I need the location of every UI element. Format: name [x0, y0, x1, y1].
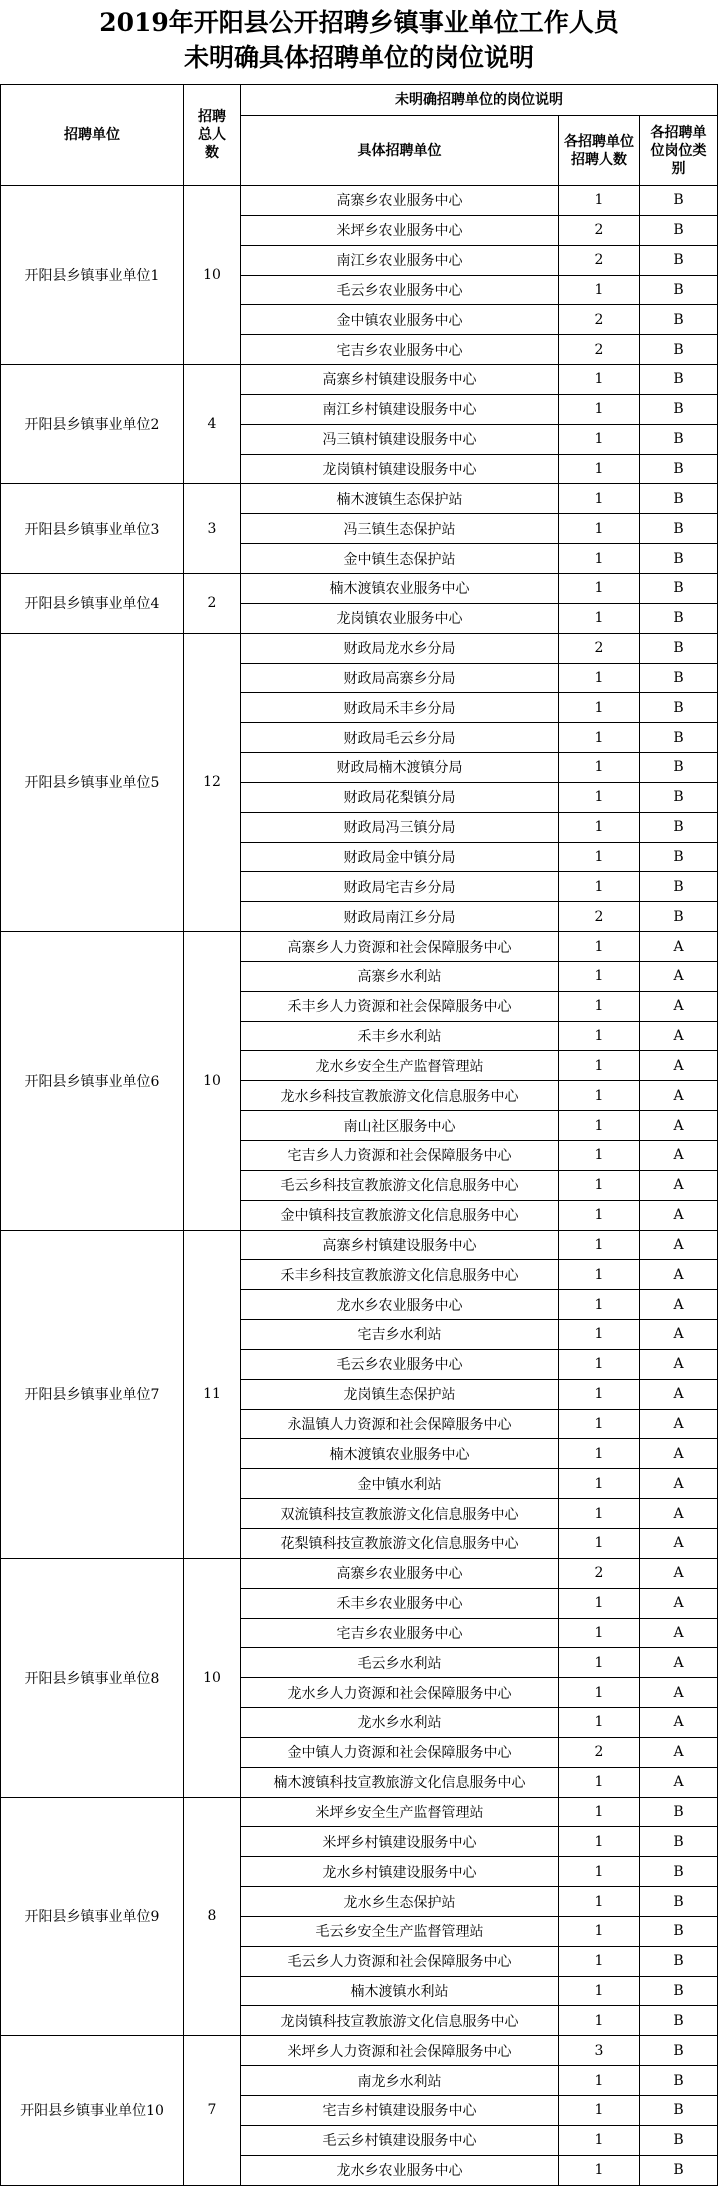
category-cell: B	[640, 1887, 718, 1917]
count-cell: 1	[559, 723, 640, 753]
category-cell: B	[640, 1797, 718, 1827]
location-cell: 财政局楠木渡镇分局	[241, 753, 559, 783]
location-cell: 毛云乡科技宣教旅游文化信息服务中心	[241, 1170, 559, 1200]
total-cell: 7	[184, 2036, 241, 2185]
category-cell: B	[640, 514, 718, 544]
count-cell: 1	[559, 1469, 640, 1499]
location-cell: 龙岗镇农业服务中心	[241, 603, 559, 633]
location-cell: 龙水乡农业服务中心	[241, 2155, 559, 2185]
positions-table	[0, 84, 718, 2186]
location-cell: 财政局禾丰乡分局	[241, 693, 559, 723]
category-cell: A	[640, 1170, 718, 1200]
category-cell: A	[640, 1141, 718, 1171]
category-cell: B	[640, 1916, 718, 1946]
total-cell: 10	[184, 186, 241, 365]
unit-cell: 开阳县乡镇事业单位10	[1, 2036, 184, 2185]
category-cell: B	[640, 365, 718, 395]
count-cell: 2	[559, 633, 640, 663]
count-cell: 1	[559, 1618, 640, 1648]
count-cell: 2	[559, 335, 640, 365]
count-cell: 1	[559, 2006, 640, 2036]
category-cell: A	[640, 1260, 718, 1290]
location-cell: 财政局宅吉乡分局	[241, 872, 559, 902]
unit-cell: 开阳县乡镇事业单位8	[1, 1558, 184, 1797]
category-cell: A	[640, 1230, 718, 1260]
location-cell: 南江乡村镇建设服务中心	[241, 394, 559, 424]
location-cell: 龙水乡科技宣教旅游文化信息服务中心	[241, 1081, 559, 1111]
count-cell: 1	[559, 693, 640, 723]
category-cell: B	[640, 2006, 718, 2036]
count-cell: 1	[559, 1528, 640, 1558]
location-cell: 双流镇科技宣教旅游文化信息服务中心	[241, 1499, 559, 1529]
category-cell: A	[640, 1111, 718, 1141]
count-cell: 1	[559, 424, 640, 454]
count-cell: 1	[559, 544, 640, 574]
category-cell: A	[640, 1767, 718, 1797]
count-cell: 1	[559, 514, 640, 544]
location-cell: 宅吉乡村镇建设服务中心	[241, 2096, 559, 2126]
table-row	[1, 633, 718, 663]
location-cell: 花梨镇科技宣教旅游文化信息服务中心	[241, 1528, 559, 1558]
table-row	[1, 186, 718, 216]
category-cell: A	[640, 1379, 718, 1409]
location-cell: 南山社区服务中心	[241, 1111, 559, 1141]
location-cell: 龙水乡村镇建设服务中心	[241, 1857, 559, 1887]
category-cell: B	[640, 1976, 718, 2006]
location-cell: 龙水乡生态保护站	[241, 1887, 559, 1917]
header-total: 招聘总人数	[184, 85, 241, 186]
count-cell: 1	[559, 663, 640, 693]
count-cell: 1	[559, 454, 640, 484]
location-cell: 高寨乡农业服务中心	[241, 1558, 559, 1588]
count-cell: 1	[559, 842, 640, 872]
count-cell: 1	[559, 1141, 640, 1171]
location-cell: 龙水乡人力资源和社会保障服务中心	[241, 1678, 559, 1708]
count-cell: 1	[559, 812, 640, 842]
count-cell: 1	[559, 961, 640, 991]
location-cell: 米坪乡村镇建设服务中心	[241, 1827, 559, 1857]
count-cell: 1	[559, 872, 640, 902]
category-cell: B	[640, 812, 718, 842]
category-cell: B	[640, 2096, 718, 2126]
category-cell: B	[640, 603, 718, 633]
location-cell: 毛云乡农业服务中心	[241, 1349, 559, 1379]
location-cell: 禾丰乡人力资源和社会保障服务中心	[241, 991, 559, 1021]
category-cell: A	[640, 1469, 718, 1499]
category-cell: B	[640, 305, 718, 335]
location-cell: 冯三镇村镇建设服务中心	[241, 424, 559, 454]
location-cell: 宅吉乡水利站	[241, 1320, 559, 1350]
category-cell: B	[640, 573, 718, 603]
category-cell: A	[640, 1528, 718, 1558]
count-cell: 1	[559, 1200, 640, 1230]
location-cell: 毛云乡安全生产监督管理站	[241, 1916, 559, 1946]
count-cell: 2	[559, 305, 640, 335]
category-cell: B	[640, 454, 718, 484]
category-cell: B	[640, 663, 718, 693]
count-cell: 1	[559, 1588, 640, 1618]
location-cell: 财政局南江乡分局	[241, 902, 559, 932]
total-cell: 10	[184, 1558, 241, 1797]
table-row	[1, 932, 718, 962]
count-cell: 1	[559, 1320, 640, 1350]
location-cell: 龙岗镇生态保护站	[241, 1379, 559, 1409]
location-cell: 米坪乡安全生产监督管理站	[241, 1797, 559, 1827]
title-line-2: 未明确具体招聘单位的岗位说明	[183, 43, 534, 72]
category-cell: A	[640, 1081, 718, 1111]
header-unit: 招聘单位	[1, 85, 184, 186]
count-cell: 1	[559, 1409, 640, 1439]
category-cell: B	[640, 424, 718, 454]
location-cell: 龙岗镇科技宣教旅游文化信息服务中心	[241, 2006, 559, 2036]
category-cell: A	[640, 991, 718, 1021]
count-cell: 1	[559, 2096, 640, 2126]
count-cell: 1	[559, 2155, 640, 2185]
location-cell: 金中镇生态保护站	[241, 544, 559, 574]
count-cell: 1	[559, 275, 640, 305]
count-cell: 1	[559, 1797, 640, 1827]
location-cell: 金中镇水利站	[241, 1469, 559, 1499]
count-cell: 1	[559, 753, 640, 783]
category-cell: B	[640, 633, 718, 663]
category-cell: B	[640, 215, 718, 245]
table-row	[1, 2036, 718, 2066]
count-cell: 1	[559, 1767, 640, 1797]
location-cell: 米坪乡人力资源和社会保障服务中心	[241, 2036, 559, 2066]
location-cell: 楠木渡镇科技宣教旅游文化信息服务中心	[241, 1767, 559, 1797]
category-cell: B	[640, 2036, 718, 2066]
category-cell: B	[640, 484, 718, 514]
count-cell: 1	[559, 932, 640, 962]
count-cell: 2	[559, 1737, 640, 1767]
table-row	[1, 484, 718, 514]
location-cell: 财政局毛云乡分局	[241, 723, 559, 753]
header-location: 具体招聘单位	[241, 116, 559, 186]
unit-cell: 开阳县乡镇事业单位7	[1, 1230, 184, 1558]
location-cell: 高寨乡村镇建设服务中心	[241, 365, 559, 395]
count-cell: 1	[559, 394, 640, 424]
location-cell: 毛云乡村镇建设服务中心	[241, 2125, 559, 2155]
count-cell: 1	[559, 1916, 640, 1946]
location-cell: 禾丰乡农业服务中心	[241, 1588, 559, 1618]
count-cell: 1	[559, 1887, 640, 1917]
location-cell: 毛云乡人力资源和社会保障服务中心	[241, 1946, 559, 1976]
category-cell: A	[640, 1678, 718, 1708]
location-cell: 米坪乡农业服务中心	[241, 215, 559, 245]
category-cell: A	[640, 1409, 718, 1439]
location-cell: 金中镇科技宣教旅游文化信息服务中心	[241, 1200, 559, 1230]
category-cell: B	[640, 245, 718, 275]
count-cell: 1	[559, 1021, 640, 1051]
category-cell: B	[640, 1857, 718, 1887]
category-cell: A	[640, 1737, 718, 1767]
category-cell: B	[640, 2066, 718, 2096]
table-row	[1, 1230, 718, 1260]
category-cell: B	[640, 693, 718, 723]
category-cell: B	[640, 394, 718, 424]
location-cell: 宅吉乡农业服务中心	[241, 1618, 559, 1648]
location-cell: 财政局花梨镇分局	[241, 782, 559, 812]
location-cell: 高寨乡人力资源和社会保障服务中心	[241, 932, 559, 962]
total-cell: 11	[184, 1230, 241, 1558]
category-cell: B	[640, 544, 718, 574]
location-cell: 楠木渡镇生态保护站	[241, 484, 559, 514]
category-cell: A	[640, 1021, 718, 1051]
total-cell: 12	[184, 633, 241, 931]
total-cell: 3	[184, 484, 241, 574]
category-cell: A	[640, 1558, 718, 1588]
category-cell: A	[640, 1200, 718, 1230]
count-cell: 1	[559, 991, 640, 1021]
category-cell: B	[640, 753, 718, 783]
unit-cell: 开阳县乡镇事业单位2	[1, 365, 184, 484]
category-cell: B	[640, 902, 718, 932]
count-cell: 1	[559, 484, 640, 514]
category-cell: B	[640, 186, 718, 216]
count-cell: 1	[559, 1379, 640, 1409]
total-cell: 2	[184, 573, 241, 633]
unit-cell: 开阳县乡镇事业单位9	[1, 1797, 184, 2036]
category-cell: B	[640, 723, 718, 753]
category-cell: B	[640, 1827, 718, 1857]
header-count: 各招聘单位招聘人数	[559, 116, 640, 186]
location-cell: 财政局冯三镇分局	[241, 812, 559, 842]
count-cell: 1	[559, 1290, 640, 1320]
category-cell: A	[640, 1648, 718, 1678]
location-cell: 宅吉乡人力资源和社会保障服务中心	[241, 1141, 559, 1171]
count-cell: 1	[559, 1081, 640, 1111]
category-cell: A	[640, 1290, 718, 1320]
count-cell: 1	[559, 1708, 640, 1738]
location-cell: 财政局龙水乡分局	[241, 633, 559, 663]
category-cell: A	[640, 1618, 718, 1648]
document-title	[0, 0, 718, 84]
category-cell: B	[640, 842, 718, 872]
count-cell: 1	[559, 1051, 640, 1081]
location-cell: 龙水乡安全生产监督管理站	[241, 1051, 559, 1081]
category-cell: A	[640, 932, 718, 962]
count-cell: 2	[559, 902, 640, 932]
count-cell: 1	[559, 1499, 640, 1529]
table-row	[1, 573, 718, 603]
category-cell: B	[640, 782, 718, 812]
category-cell: A	[640, 1320, 718, 1350]
total-cell: 8	[184, 1797, 241, 2036]
count-cell: 1	[559, 1111, 640, 1141]
location-cell: 冯三镇生态保护站	[241, 514, 559, 544]
category-cell: B	[640, 335, 718, 365]
location-cell: 楠木渡镇农业服务中心	[241, 573, 559, 603]
count-cell: 1	[559, 782, 640, 812]
count-cell: 1	[559, 1678, 640, 1708]
count-cell: 1	[559, 1648, 640, 1678]
location-cell: 禾丰乡水利站	[241, 1021, 559, 1051]
unit-cell: 开阳县乡镇事业单位5	[1, 633, 184, 931]
count-cell: 1	[559, 1170, 640, 1200]
table-row	[1, 1558, 718, 1588]
location-cell: 高寨乡水利站	[241, 961, 559, 991]
location-cell: 高寨乡农业服务中心	[241, 186, 559, 216]
count-cell: 2	[559, 1558, 640, 1588]
table-body	[1, 186, 718, 2186]
category-cell: A	[640, 1051, 718, 1081]
location-cell: 龙岗镇村镇建设服务中心	[241, 454, 559, 484]
unit-cell: 开阳县乡镇事业单位6	[1, 932, 184, 1230]
count-cell: 1	[559, 186, 640, 216]
location-cell: 南龙乡水利站	[241, 2066, 559, 2096]
location-cell: 永温镇人力资源和社会保障服务中心	[241, 1409, 559, 1439]
count-cell: 3	[559, 2036, 640, 2066]
count-cell: 1	[559, 2125, 640, 2155]
location-cell: 金中镇农业服务中心	[241, 305, 559, 335]
location-cell: 楠木渡镇水利站	[241, 1976, 559, 2006]
count-cell: 2	[559, 215, 640, 245]
table-row	[1, 365, 718, 395]
count-cell: 1	[559, 1946, 640, 1976]
title-line-1: 2019年开阳县公开招聘乡镇事业单位工作人员	[99, 8, 619, 37]
category-cell: A	[640, 1349, 718, 1379]
location-cell: 财政局高寨乡分局	[241, 663, 559, 693]
count-cell: 1	[559, 1827, 640, 1857]
count-cell: 1	[559, 1857, 640, 1887]
total-cell: 10	[184, 932, 241, 1230]
total-cell: 4	[184, 365, 241, 484]
category-cell: B	[640, 2155, 718, 2185]
category-cell: B	[640, 1946, 718, 1976]
count-cell: 1	[559, 1439, 640, 1469]
location-cell: 龙水乡农业服务中心	[241, 1290, 559, 1320]
location-cell: 高寨乡村镇建设服务中心	[241, 1230, 559, 1260]
count-cell: 1	[559, 1260, 640, 1290]
unit-cell: 开阳县乡镇事业单位1	[1, 186, 184, 365]
count-cell: 1	[559, 2066, 640, 2096]
table-row	[1, 1797, 718, 1827]
location-cell: 宅吉乡农业服务中心	[241, 335, 559, 365]
category-cell: B	[640, 275, 718, 305]
count-cell: 1	[559, 365, 640, 395]
category-cell: A	[640, 961, 718, 991]
unit-cell: 开阳县乡镇事业单位3	[1, 484, 184, 574]
location-cell: 楠木渡镇农业服务中心	[241, 1439, 559, 1469]
category-cell: B	[640, 872, 718, 902]
category-cell: A	[640, 1708, 718, 1738]
header-category: 各招聘单位岗位类别	[640, 116, 718, 186]
category-cell: A	[640, 1588, 718, 1618]
location-cell: 毛云乡水利站	[241, 1648, 559, 1678]
category-cell: B	[640, 2125, 718, 2155]
unit-cell: 开阳县乡镇事业单位4	[1, 573, 184, 633]
header-group: 未明确招聘单位的岗位说明	[241, 85, 718, 116]
location-cell: 财政局金中镇分局	[241, 842, 559, 872]
category-cell: A	[640, 1439, 718, 1469]
location-cell: 金中镇人力资源和社会保障服务中心	[241, 1737, 559, 1767]
count-cell: 1	[559, 603, 640, 633]
location-cell: 南江乡农业服务中心	[241, 245, 559, 275]
count-cell: 1	[559, 573, 640, 603]
count-cell: 1	[559, 1230, 640, 1260]
category-cell: A	[640, 1499, 718, 1529]
count-cell: 1	[559, 1349, 640, 1379]
location-cell: 禾丰乡科技宣教旅游文化信息服务中心	[241, 1260, 559, 1290]
location-cell: 龙水乡水利站	[241, 1708, 559, 1738]
location-cell: 毛云乡农业服务中心	[241, 275, 559, 305]
count-cell: 1	[559, 1976, 640, 2006]
count-cell: 2	[559, 245, 640, 275]
